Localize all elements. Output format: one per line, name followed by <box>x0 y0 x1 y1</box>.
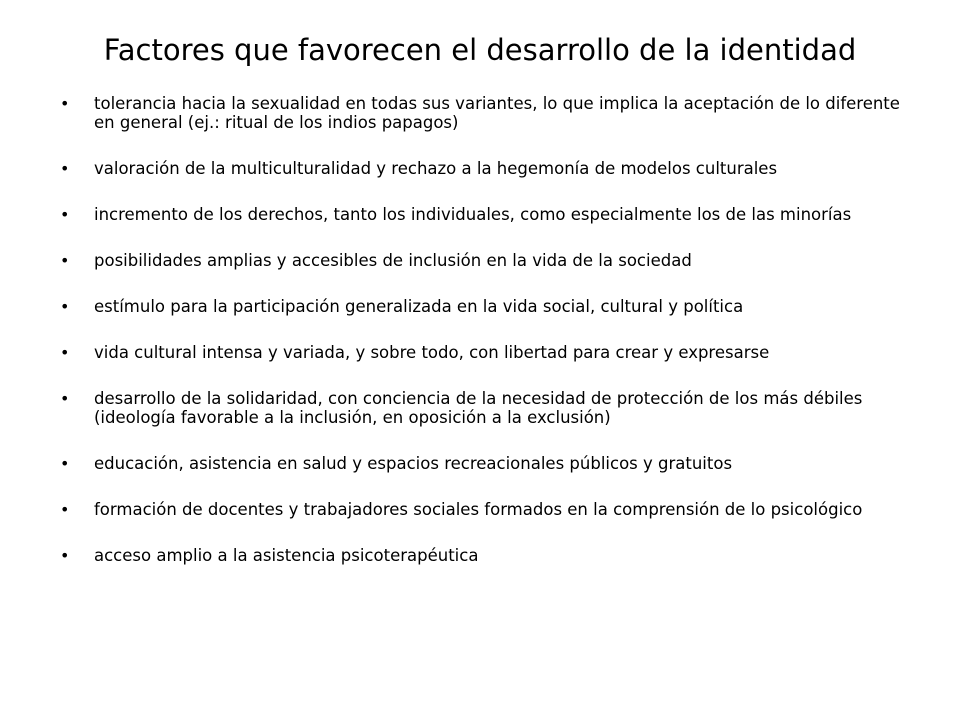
bullet-text: posibilidades amplias y accesibles de inclusión en la vida de la sociedad <box>94 251 692 270</box>
bullet-list <box>58 94 918 592</box>
bullet-text: incremento de los derechos, tanto los individuales, como especialmente los de las minorías <box>94 205 852 224</box>
bullet-dot-icon: • <box>60 343 70 362</box>
bullet-text: estímulo para la participación generalizada en la vida social, cultural y política <box>94 297 744 316</box>
bullet-text: formación de docentes y trabajadores sociales formados en la comprensión de lo psicológico <box>94 500 863 519</box>
bullet-item <box>58 205 918 224</box>
bullet-dot-icon: • <box>60 297 70 316</box>
bullet-dot-icon: • <box>60 94 70 113</box>
bullet-item <box>58 94 918 132</box>
slide-title: Factores que favorecen el desarrollo de la identidad <box>103 33 857 67</box>
bullet-item <box>58 454 918 473</box>
bullet-item <box>58 343 918 362</box>
bullet-dot-icon: • <box>60 389 70 408</box>
bullet-text: tolerancia hacia la sexualidad en todas sus variantes, lo que implica la aceptación de lo diferente en general (ej.: ritual de los indios papagos) <box>94 94 900 132</box>
bullet-text: acceso amplio a la asistencia psicoterapéutica <box>94 546 479 565</box>
bullet-dot-icon: • <box>60 159 70 178</box>
bullet-item <box>58 251 918 270</box>
bullet-text: valoración de la multiculturalidad y rechazo a la hegemonía de modelos culturales <box>94 159 778 178</box>
bullet-item <box>58 297 918 316</box>
bullet-dot-icon: • <box>60 500 70 519</box>
bullet-dot-icon: • <box>60 251 70 270</box>
bullet-text: desarrollo de la solidaridad, con conciencia de la necesidad de protección de los más débiles (ideología favorable a la inclusión, en oposición a la exclusión) <box>94 389 863 427</box>
bullet-dot-icon: • <box>60 454 70 473</box>
bullet-dot-icon: • <box>60 546 70 565</box>
bullet-text: educación, asistencia en salud y espacios recreacionales públicos y gratuitos <box>94 454 733 473</box>
bullet-item <box>58 159 918 178</box>
bullet-item <box>58 389 918 427</box>
bullet-item <box>58 546 918 565</box>
bullet-text: vida cultural intensa y variada, y sobre todo, con libertad para crear y expresarse <box>94 343 770 362</box>
bullet-item <box>58 500 918 519</box>
bullet-dot-icon: • <box>60 205 70 224</box>
